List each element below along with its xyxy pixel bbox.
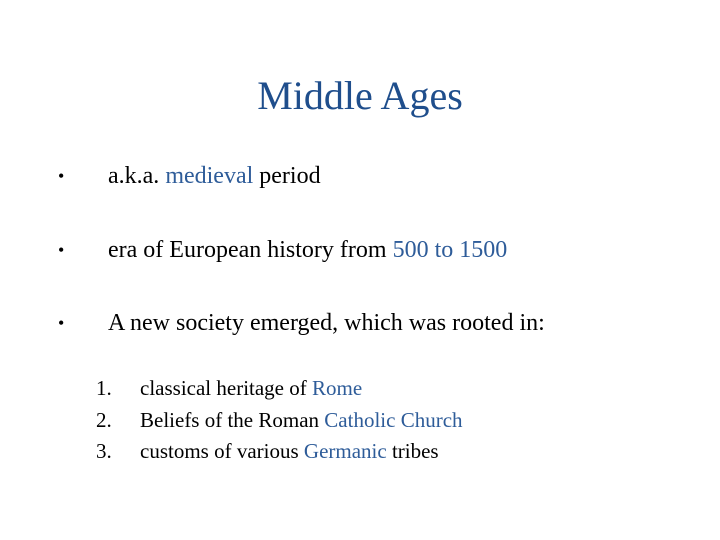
bullet-marker: •: [58, 313, 65, 333]
bullet-item: [0, 233, 720, 267]
numbered-text-pre: classical heritage of: [140, 376, 312, 400]
numbered-text: [140, 436, 439, 466]
bullet-text-pre: era of European history from: [108, 237, 393, 263]
bullet-text-pre: A new society emerged, which was rooted in:: [108, 310, 545, 336]
bullet-text: [108, 159, 321, 193]
numbered-marker: 3.: [96, 439, 112, 463]
numbered-marker: 2.: [96, 408, 112, 432]
bullet-marker: •: [58, 166, 65, 186]
bullet-highlight: medieval: [165, 163, 254, 189]
numbered-item: [0, 436, 720, 466]
numbered-text: [140, 373, 362, 403]
numbered-text-pre: Beliefs of the Roman: [140, 408, 325, 432]
numbered-highlight: Germanic: [303, 439, 387, 463]
numbered-highlight: Catholic Church: [324, 408, 463, 432]
numbered-item: [0, 405, 720, 435]
bullet-text: [108, 306, 545, 340]
bullet-text: [108, 233, 507, 267]
numbered-highlight: Rome: [312, 376, 363, 400]
bullet-item: [0, 159, 720, 193]
slide-title: Middle Ages: [257, 73, 463, 118]
numbered-item: [0, 373, 720, 403]
numbered-text: [140, 405, 463, 435]
bullet-text-post: period: [253, 163, 321, 189]
bullet-item: [0, 306, 720, 340]
numbered-text-pre: customs of various: [140, 439, 304, 463]
numbered-text-post: tribes: [386, 439, 439, 463]
bullet-marker: •: [58, 240, 65, 260]
bullet-highlight: 500 to 1500: [392, 237, 508, 263]
numbered-marker: 1.: [96, 376, 112, 400]
bullet-text-pre: a.k.a.: [108, 163, 166, 189]
